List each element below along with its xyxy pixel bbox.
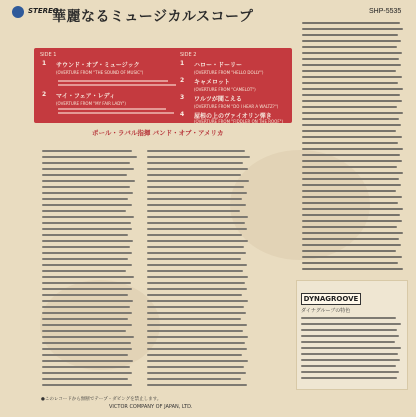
text-line bbox=[302, 124, 401, 126]
text-line bbox=[42, 240, 133, 242]
text-line bbox=[42, 234, 128, 236]
text-line bbox=[302, 202, 398, 204]
text-line bbox=[301, 377, 397, 379]
text-line bbox=[302, 196, 402, 198]
text-line bbox=[302, 190, 396, 192]
text-line bbox=[42, 198, 128, 200]
text-line bbox=[147, 210, 240, 212]
stereo-label: STEREO bbox=[28, 7, 59, 15]
text-line bbox=[147, 348, 247, 350]
side-b-label: SIDE 2 bbox=[180, 52, 197, 58]
text-line bbox=[42, 330, 126, 332]
text-line bbox=[302, 208, 403, 210]
text-line bbox=[147, 378, 241, 380]
text-line bbox=[147, 222, 245, 224]
text-line bbox=[42, 336, 134, 338]
text-line bbox=[147, 318, 241, 320]
text-line bbox=[302, 136, 402, 138]
text-line bbox=[302, 262, 398, 264]
text-line bbox=[301, 317, 396, 319]
track-detail-line bbox=[58, 108, 166, 110]
text-line bbox=[301, 365, 396, 367]
text-line bbox=[42, 216, 134, 218]
text-line bbox=[42, 294, 128, 296]
text-line bbox=[42, 192, 133, 194]
track-a-1-english: (OVERTURE FROM "THE SOUND OF MUSIC") bbox=[56, 70, 144, 75]
text-line bbox=[302, 166, 397, 168]
text-line bbox=[302, 142, 398, 144]
track-detail-line bbox=[58, 84, 176, 86]
text-line bbox=[147, 294, 242, 296]
text-line bbox=[302, 256, 402, 258]
text-line bbox=[42, 252, 132, 254]
text-line bbox=[42, 258, 128, 260]
track-b-4-english: (OVERTURE FROM "FIDDLER ON THE ROOF") bbox=[194, 119, 284, 124]
text-line bbox=[302, 244, 401, 246]
text-line bbox=[42, 186, 130, 188]
text-line bbox=[42, 150, 132, 152]
performer-credit: ポール・ラバル指揮 バンド・オブ・アメリカ bbox=[92, 129, 224, 137]
track-b-1-number: 1 bbox=[180, 60, 185, 67]
track-a-2-english: (OVERTURE FROM "MY FAIR LADY") bbox=[56, 101, 126, 106]
text-line bbox=[147, 330, 243, 332]
text-line bbox=[147, 198, 242, 200]
text-line bbox=[147, 156, 250, 158]
text-line bbox=[147, 240, 248, 242]
text-line bbox=[42, 384, 132, 386]
track-a-2-title: マイ・フェア・レディ bbox=[56, 93, 116, 100]
text-line bbox=[302, 106, 397, 108]
text-line bbox=[302, 160, 402, 162]
text-line bbox=[42, 366, 130, 368]
text-line bbox=[42, 342, 131, 344]
text-line bbox=[42, 306, 130, 308]
text-line bbox=[42, 300, 133, 302]
text-line bbox=[147, 216, 248, 218]
text-line bbox=[147, 246, 244, 248]
text-line bbox=[42, 228, 132, 230]
text-line bbox=[42, 282, 131, 284]
text-line bbox=[147, 372, 246, 374]
text-line bbox=[42, 174, 127, 176]
text-line bbox=[301, 329, 397, 331]
text-line bbox=[147, 252, 246, 254]
track-b-3-number: 3 bbox=[180, 94, 185, 101]
text-line bbox=[302, 40, 401, 42]
text-line bbox=[301, 347, 401, 349]
text-line bbox=[147, 366, 244, 368]
text-line bbox=[42, 222, 131, 224]
text-line bbox=[302, 28, 403, 30]
text-line bbox=[301, 341, 395, 343]
text-line bbox=[302, 250, 396, 252]
text-line bbox=[302, 94, 400, 96]
text-line bbox=[147, 324, 247, 326]
text-line bbox=[301, 359, 400, 361]
text-line bbox=[147, 360, 248, 362]
text-line bbox=[147, 180, 249, 182]
track-detail-line bbox=[58, 80, 168, 82]
text-line bbox=[147, 300, 248, 302]
text-line bbox=[302, 220, 402, 222]
text-line bbox=[301, 371, 399, 373]
text-line bbox=[302, 112, 403, 114]
text-line bbox=[147, 288, 247, 290]
text-line bbox=[302, 232, 403, 234]
text-line bbox=[42, 378, 128, 380]
text-line bbox=[147, 186, 244, 188]
text-line bbox=[42, 324, 132, 326]
text-line bbox=[42, 318, 128, 320]
dynagroove-logo: DYNAGROOVE bbox=[301, 293, 361, 305]
text-line bbox=[302, 52, 402, 54]
copyright-notice: ●このレコードから無断でテープ・ダビングを禁止します。 bbox=[41, 397, 162, 402]
text-line bbox=[302, 76, 402, 78]
text-line bbox=[42, 246, 130, 248]
text-line bbox=[42, 354, 128, 356]
text-line bbox=[302, 64, 401, 66]
text-line bbox=[42, 270, 126, 272]
text-line bbox=[302, 46, 397, 48]
text-line bbox=[302, 82, 398, 84]
dynagroove-caption: ダイナグルーブの特色 bbox=[301, 308, 351, 314]
text-line bbox=[147, 204, 246, 206]
text-line bbox=[301, 353, 398, 355]
text-line bbox=[302, 100, 402, 102]
text-line bbox=[302, 22, 400, 24]
text-line bbox=[42, 162, 130, 164]
text-line bbox=[42, 348, 132, 350]
track-b-3-title: ワルツが聞こえる bbox=[194, 96, 242, 103]
text-line bbox=[302, 34, 398, 36]
text-line bbox=[42, 276, 134, 278]
stereo-logo-icon bbox=[12, 6, 24, 18]
text-line bbox=[147, 312, 246, 314]
text-line bbox=[302, 184, 401, 186]
text-line bbox=[147, 270, 243, 272]
text-line bbox=[302, 226, 397, 228]
track-a-2-number: 2 bbox=[42, 91, 47, 98]
text-line bbox=[147, 168, 248, 170]
text-line bbox=[147, 336, 248, 338]
text-line bbox=[42, 156, 137, 158]
text-line bbox=[42, 180, 135, 182]
text-line bbox=[42, 372, 132, 374]
text-line bbox=[147, 264, 247, 266]
text-line bbox=[147, 354, 242, 356]
track-b-2-english: (OVERTURE FROM "CAMELOT") bbox=[194, 87, 256, 92]
text-line bbox=[147, 174, 241, 176]
text-line bbox=[301, 335, 399, 337]
text-line bbox=[42, 210, 126, 212]
text-line bbox=[147, 258, 241, 260]
text-line bbox=[302, 238, 399, 240]
text-line bbox=[147, 306, 244, 308]
text-line bbox=[302, 214, 400, 216]
track-b-4-number: 4 bbox=[180, 111, 185, 118]
track-detail-line bbox=[58, 112, 174, 114]
text-line bbox=[42, 288, 132, 290]
track-b-2-number: 2 bbox=[180, 77, 185, 84]
track-b-4-title: 屋根の上のヴァイオリン弾き bbox=[194, 113, 272, 120]
track-b-1-title: ハロー・ドーリー bbox=[194, 62, 243, 69]
text-line bbox=[42, 312, 132, 314]
text-line bbox=[42, 204, 132, 206]
text-line bbox=[42, 168, 134, 170]
text-line bbox=[147, 150, 245, 152]
album-title: 華麗なるミュージカルスコープ bbox=[52, 9, 254, 25]
text-line bbox=[302, 154, 400, 156]
catalog-number: SHP-5535 bbox=[369, 8, 402, 15]
track-b-2-title: キャメロット bbox=[194, 79, 230, 86]
track-b-1-english: (OVERTURE FROM "HELLO DOLLY") bbox=[194, 70, 264, 75]
text-line bbox=[302, 172, 403, 174]
text-line bbox=[42, 264, 132, 266]
text-line bbox=[302, 130, 396, 132]
text-line bbox=[301, 323, 401, 325]
track-a-1-number: 1 bbox=[42, 60, 47, 67]
text-line bbox=[42, 360, 133, 362]
text-line bbox=[302, 58, 399, 60]
text-line bbox=[302, 148, 403, 150]
text-line bbox=[147, 192, 247, 194]
text-line bbox=[147, 162, 243, 164]
text-line bbox=[302, 88, 403, 90]
text-line bbox=[147, 228, 247, 230]
text-line bbox=[302, 118, 399, 120]
text-line bbox=[147, 282, 245, 284]
track-b-3-english: (OVERTURE FROM "DO I HEAR A WALTZ?") bbox=[194, 104, 279, 109]
text-line bbox=[147, 234, 242, 236]
side-a-label: SIDE 1 bbox=[40, 52, 57, 58]
text-line bbox=[147, 276, 248, 278]
text-line bbox=[147, 384, 247, 386]
text-line bbox=[302, 268, 403, 270]
text-line bbox=[302, 178, 399, 180]
company-name: VICTOR COMPANY OF JAPAN, LTD. bbox=[109, 404, 193, 410]
text-line bbox=[302, 70, 396, 72]
track-a-1-title: サウンド・オブ・ミュージック bbox=[56, 62, 140, 69]
text-line bbox=[147, 342, 245, 344]
